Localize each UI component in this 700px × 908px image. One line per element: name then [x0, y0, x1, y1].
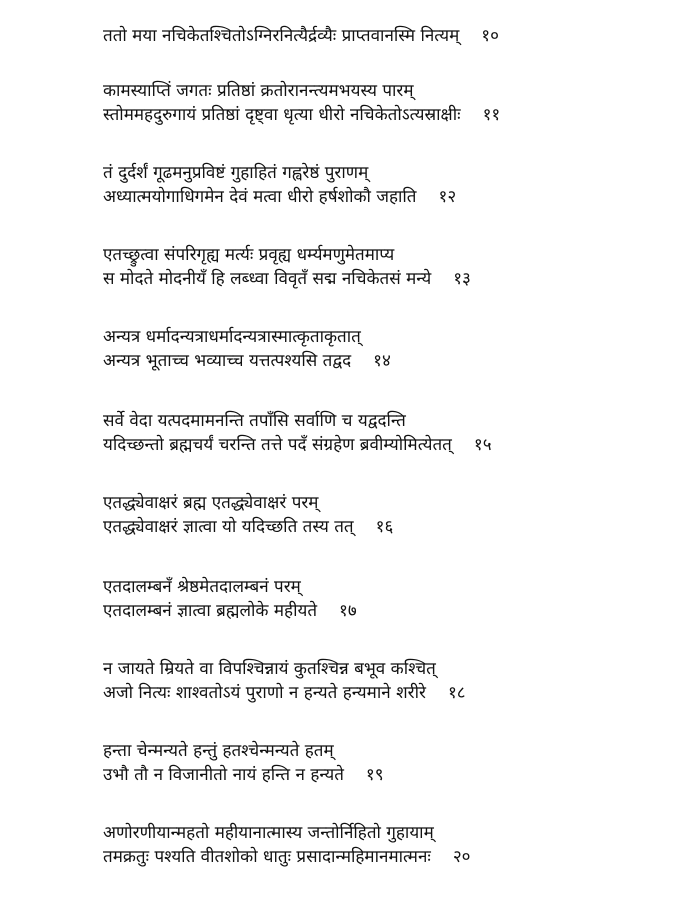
- verse-16: [103, 491, 683, 539]
- verse-line: न जायते म्रियते वा विपश्चिन्नायं कुतश्चिन्न बभूव कश्चित्: [103, 659, 436, 679]
- verse-18: [103, 657, 683, 705]
- verse-line: अजो नित्यः शाश्वतोऽयं पुराणो न हन्यते हन्यमाने शरीरे १८: [103, 683, 466, 703]
- verse-14: [103, 325, 683, 373]
- verse-line: स मोदते मोदनीयँ हि लब्ध्वा विवृतँ सद्म नचिकेतसं मन्ये १३: [103, 269, 471, 289]
- verse-number: १२: [438, 187, 457, 207]
- verse-line: ततो मया नचिकेतश्चितोऽग्निरनित्यैर्द्रव्यैः प्राप्तवानस्मि नित्यम् १०: [103, 26, 499, 46]
- verse-number: १५: [473, 435, 492, 455]
- verse-number: २०: [452, 847, 471, 867]
- verse-11: [103, 79, 683, 127]
- verse-line: अणोरणीयान्महतो महीयानात्मास्य जन्तोर्निहितो गुहायाम्: [103, 823, 434, 843]
- verse-line: अन्यत्र भूताच्च भव्याच्च यत्तत्पश्यसि तद्वद १४: [103, 351, 391, 371]
- verse-line: तमक्रतुः पश्यति वीतशोको धातुः प्रसादान्महिमानमात्मनः २०: [103, 847, 471, 867]
- verse-line: उभौ तौ न विजानीतो नायं हन्ति न हन्यते १९: [103, 765, 384, 785]
- verse-line: हन्ता चेन्मन्यते हन्तुं हतश्चेन्मन्यते हतम्: [103, 741, 334, 761]
- verse-20: [103, 821, 683, 869]
- verse-line: सर्वे वेदा यत्पदमामनन्ति तपाँसि सर्वाणि च यद्वदन्ति: [103, 411, 406, 431]
- verse-number: १४: [373, 351, 391, 371]
- verse-10: [103, 24, 683, 48]
- verse-17: [103, 575, 683, 623]
- verse-number: १८: [447, 683, 466, 703]
- verse-line: कामस्याप्तिं जगतः प्रतिष्ठां क्रतोरानन्त्यमभयस्य पारम्: [103, 81, 414, 101]
- verse-number: १७: [339, 601, 357, 621]
- verse-line: एतदालम्बनं ज्ञात्वा ब्रह्मलोके महीयते १७: [103, 601, 357, 621]
- verse-12: [103, 161, 683, 209]
- verse-number: १३: [453, 269, 471, 289]
- verse-line: एतदालम्बनँ श्रेष्ठमेतदालम्बनं परम्: [103, 577, 301, 597]
- verse-number: १६: [375, 517, 394, 537]
- verse-line: तं दुर्दर्शं गूढमनुप्रविष्टं गुहाहितं गह्वरेष्ठं पुराणम्: [103, 163, 369, 183]
- verse-number: ११: [482, 105, 501, 125]
- verse-number: १०: [481, 26, 499, 46]
- verse-line: एतद्ध्येवाक्षरं ब्रह्म एतद्ध्येवाक्षरं परम्: [103, 493, 319, 513]
- verse-19: [103, 739, 683, 787]
- verse-15: [103, 409, 683, 457]
- verse-line: अन्यत्र धर्मादन्यत्राधर्मादन्यत्रास्मात्कृताकृतात्: [103, 327, 361, 347]
- verse-13: [103, 243, 683, 291]
- verse-number: १९: [365, 765, 384, 785]
- verse-line: अध्यात्मयोगाधिगमेन देवं मत्वा धीरो हर्षशोकौ जहाति १२: [103, 187, 457, 207]
- verse-line: एतच्छ्रुत्वा संपरिगृह्य मर्त्यः प्रवृह्य धर्म्यमणुमेतमाप्य: [103, 245, 395, 265]
- verse-line: एतद्ध्येवाक्षरं ज्ञात्वा यो यदिच्छति तस्य तत् १६: [103, 517, 394, 537]
- verse-line: यदिच्छन्तो ब्रह्मचर्यं चरन्ति तत्ते पदँ संग्रहेण ब्रवीम्योमित्येतत् १५: [103, 435, 492, 455]
- verse-line: स्तोममहदुरुगायं प्रतिष्ठां दृष्ट्वा धृत्या धीरो नचिकेतोऽत्यस्राक्षीः ११: [103, 105, 501, 125]
